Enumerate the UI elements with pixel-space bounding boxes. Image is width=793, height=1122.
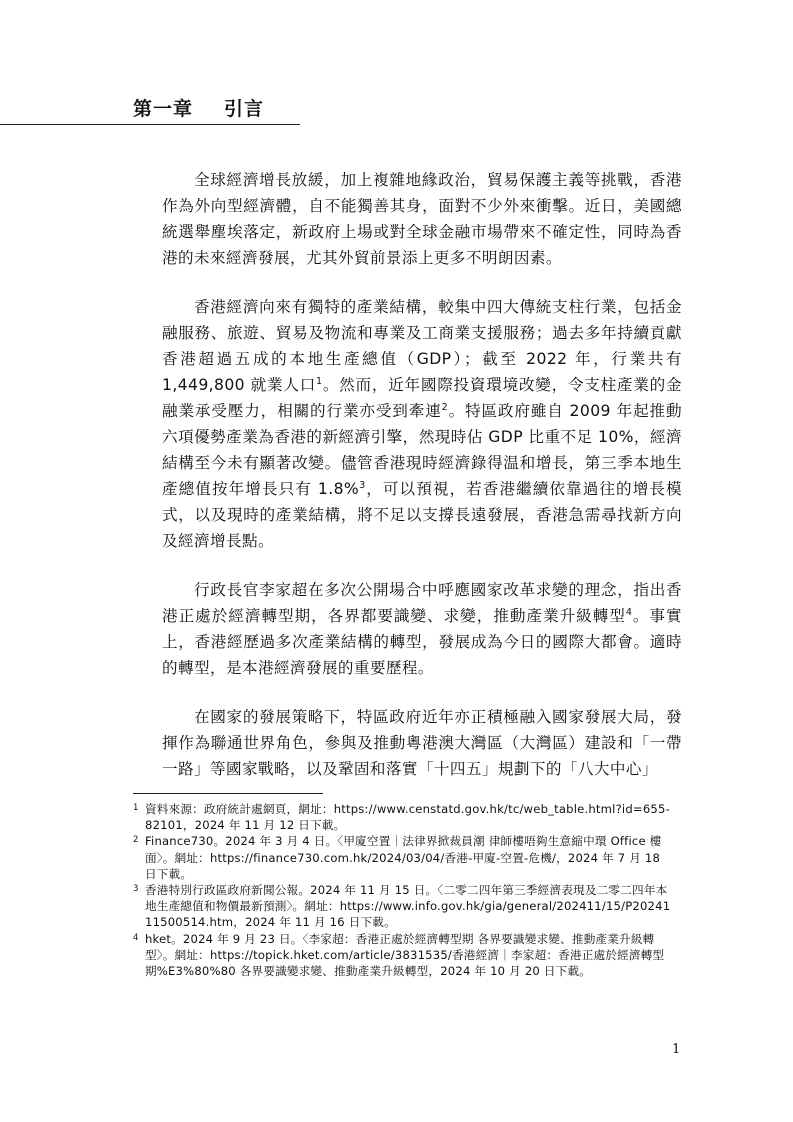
footnote-divider — [133, 793, 323, 794]
footnote-text[interactable]: 資料來源：政府統計處網頁，網址：https://www.censtatd.gov.hk/tc/web_table.html?id=655-82101，2024 年 11 月 12 日下載。 — [145, 802, 670, 833]
paragraph — [162, 294, 682, 554]
paragraph-text: 。特區政府雖自 2009 年起推動六項優勢產業為香港的新經濟引擎，然現時佔 GDP 比重不足 10%，經濟結構至今未有顯著改變。儘管香港現時經濟錄得温和增長，第三季本地生產總值按年增長只有 1.8% — [162, 402, 682, 498]
chapter-number: 第一章 — [133, 98, 194, 120]
paragraph — [162, 704, 682, 782]
paragraph-text: 香港經濟向來有獨特的產業結構，較集中四大傳統支柱行業，包括金融服務、旅遊、貿易及物流和專業及工商業支援服務；過去多年持續貢獻香港超過五成的本地生產總值（GDP）；截至 2022 年，行業共有 1,449,800 就業人口 — [162, 298, 682, 394]
footnote-ref[interactable]: 3 — [359, 479, 366, 491]
paragraph-text: 。然而，近年國際投資環境改變，令支柱產業的金融業承受壓力，相關的行業亦受到牽連 — [162, 376, 682, 420]
footnote-number: 4 — [133, 932, 139, 943]
footnote — [130, 801, 675, 833]
footnote-ref[interactable]: 2 — [441, 401, 449, 413]
paragraph-text: 在國家的發展策略下，特區政府近年亦正積極融入國家發展大局，發揮作為聯通世界角色，參與及推動粵港澳大灣區（大灣區）建設和「一帶一路」等國家戰略，以及鞏固和落實「十四五」規劃下的「八大中心」 — [162, 708, 682, 778]
footnote — [130, 833, 675, 882]
footnote-number: 3 — [133, 884, 139, 895]
paragraph — [162, 167, 682, 271]
paragraph-text: ，可以預視，若香港繼續依靠過往的增長模式，以及現時的產業結構，將不足以支撐長遠發展，香港急需尋找新方向及經濟增長點。 — [162, 480, 682, 550]
page-number: 1 — [672, 1042, 681, 1057]
chapter-heading — [0, 92, 300, 125]
footnote-text[interactable]: 香港特別行政區政府新聞公報。2024 年 11 月 15 日。〈二零二四年第三季經濟表現及二零二四年本地生產總值和物價最新預測〉。網址：https://www.info.gov.hk/gia/general/202411/15/P2024111500514.htm，2024 年 11 月 16 日下載。 — [145, 883, 671, 930]
footnote-ref[interactable]: 1 — [316, 375, 323, 387]
footnote-text[interactable]: Finance730。2024 年 3 月 4 日。〈甲廈空置｜法律界掀裁員潮 律師樓唔夠生意縮中環 Office 樓面〉。網址：https://finance730.com.hk/2024/03/04/香港-甲廈-空置-危機/，2024 年 7 月 18 日下載。 — [145, 834, 662, 881]
paragraph — [162, 577, 682, 681]
footnotes — [130, 801, 675, 979]
paragraph-text: 全球經濟增長放緩，加上複雜地緣政治，貿易保護主義等挑戰，香港作為外向型經濟體，自不能獨善其身，面對不少外來衝擊。近日，美國總統選舉塵埃落定，新政府上場或對全球金融市場帶來不確定性，同時為香港的未來經濟發展，尤其外貿前景添上更多不明朗因素。 — [162, 171, 682, 267]
footnote-number: 2 — [133, 835, 139, 846]
footnote-text[interactable]: hket。2024 年 9 月 23 日。〈李家超：香港正處於經濟轉型期 各界要識變求變、推動產業升級轉型〉。網址：https://topick.hket.com/article/3831535/香港經濟｜李家超：香港正處於經濟轉型期%E3%80%80 各界要識變求變、推動產業升級轉型，2024 年 10 月 20 日下載。 — [145, 931, 665, 979]
footnote — [130, 882, 675, 931]
footnote-number: 1 — [133, 803, 139, 813]
chapter-title: 引言 — [224, 98, 265, 120]
paragraph-text: 。事實上，香港經歷過多次產業結構的轉型，發展成為今日的國際大都會。適時的轉型，是本港經濟發展的重要歷程。 — [162, 607, 682, 677]
footnote-ref[interactable]: 4 — [625, 606, 633, 618]
footnote — [130, 931, 675, 980]
paragraph-text: 行政長官李家超在多次公開場合中呼應國家改革求變的理念，指出香港正處於經濟轉型期，各界都要識變、求變，推動產業升級轉型 — [162, 581, 682, 625]
body-text — [162, 167, 682, 782]
